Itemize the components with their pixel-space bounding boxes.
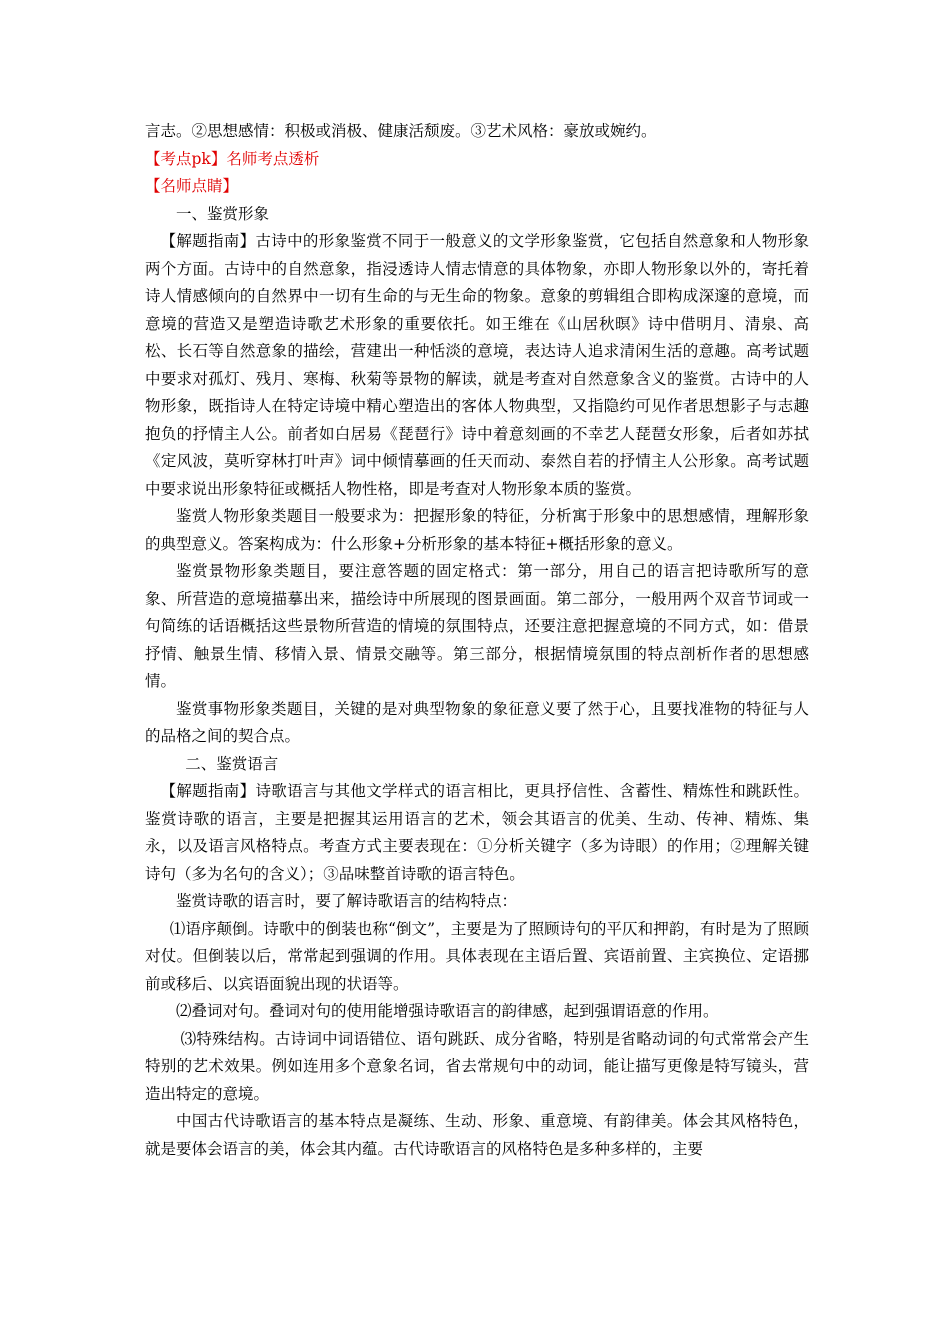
section1-paragraph-3: 鉴赏景物形象类题目，要注意答题的固定格式：第一部分，用自己的语言把诗歌所写的意象、所营造的意境描摹出来，描绘诗中所展现的图景画面。第二部分，一般用两个双音节词或一句简练的话语概括这些景物所营造的情境的氛围特点，还要注意把握意境的不同方式，如：借景抒情、触景生情、移情入景、情景交融等。第三部分，根据情境氛围的特点剖析作者的思想感情。 [145,562,809,690]
section1-paragraph-4: 鉴赏事物形象类题目，关键的是对典型物象的象征意义要了然于心，且要找准物的特征与人的品格之间的契合点。 [145,699,809,745]
section2-title: 二、鉴赏语言 [185,754,279,773]
section2-paragraph-1: 【解题指南】诗歌语言与其他文学样式的语言相比，更具抒信性、含蓄性、精炼性和跳跃性。鉴赏诗歌的语言，主要是把握其运用语言的艺术，领会其语言的优美、生动、传神、精炼、集永，以及语言风格特点。考查方式主要表现在：①分析关键字（多为诗眼）的作用；②理解关键诗句（多为名句的含义）；③品味整首诗歌的语言特色。 [145,782,809,883]
section2-paragraph-4: ⑵叠词对句。叠词对句的使用能增强诗歌语言的韵律感，起到强谓语意的作用。 [176,1002,719,1020]
kaodian-heading [145,146,809,174]
document-body [145,118,809,1163]
section1-paragraph-2: 鉴赏人物形象类题目一般要求为：把握形象的特征，分析寓于形象中的思想感情，理解形象的典型意义。答案构成为：什么形象+分析形象的基本特征+概括形象的意义。 [145,507,809,553]
section2-paragraph-2: 鉴赏诗歌的语言时，要了解诗歌语言的结构特点： [176,892,518,910]
section2-paragraph-6: 中国古代诗歌语言的基本特点是凝练、生动、形象、重意境、有韵律美。体会其风格特色，就是要体会语言的美，体会其内蕴。古代诗歌语言的风格特色是多种多样的，主要 [145,1112,809,1158]
section1-title: 一、鉴赏形象 [176,204,270,223]
kaodian-tag: 【考点pk】 [145,149,227,168]
intro-line: 言志。②思想感情：积极或消极、健康活颓废。③艺术风格：豪放或婉约。 [145,122,657,140]
section2-paragraph-3: ⑴语序颠倒。诗歌中的倒装也称“倒文”，主要是为了照顾诗句的平仄和押韵，有时是为了照顾对仗。但倒装以后，常常起到强调的作用。具体表现在主语后置、宾语前置、主宾换位、定语挪前或移后、以宾语面貌出现的状语等。 [145,919,809,993]
dianjing-heading: 【名师点睛】 [145,177,239,195]
section1-paragraph-1: 【解题指南】古诗中的形象鉴赏不同于一般意义的文学形象鉴赏，它包括自然意象和人物形象两个方面。古诗中的自然意象，指浸透诗人情志情意的具体物象，亦即人物形象以外的，寄托着诗人情感倾向的自然界中一切有生命的与无生命的物象。意象的剪辑组合即构成深邃的意境，而意境的营造又是塑造诗歌艺术形象的重要依托。如王维在《山居秋暝》诗中借明月、清泉、高松、长石等自然意象的描绘，营建出一种恬淡的意境，表达诗人追求清闲生活的意趣。高考试题中要求对孤灯、残月、寒梅、秋菊等景物的解读，就是考查对自然意象含义的鉴赏。古诗中的人物形象，既指诗人在特定诗境中精心塑造出的客体人物典型，又指隐约可见作者思想影子与志趣抱负的抒情主人公。前者如白居易《琵琶行》诗中着意刻画的不幸艺人琵琶女形象，后者如苏拭《定风波，莫听穿林打叶声》词中倾情摹画的任天而动、泰然自若的抒情主人公形象。高考试题中要求说出形象特征或概括人物性格，即是考查对人物形象本质的鉴赏。 [145,232,809,498]
kaodian-rest: 名师考点透析 [226,149,320,168]
section2-paragraph-5: ⑶特殊结构。古诗词中词语错位、语句跳跃、成分省略，特别是省略动词的句式常常会产生特别的艺术效果。例如连用多个意象名词，省去常规句中的动词，能让描写更像是特写镜头，营造出特定的意境。 [145,1029,809,1103]
